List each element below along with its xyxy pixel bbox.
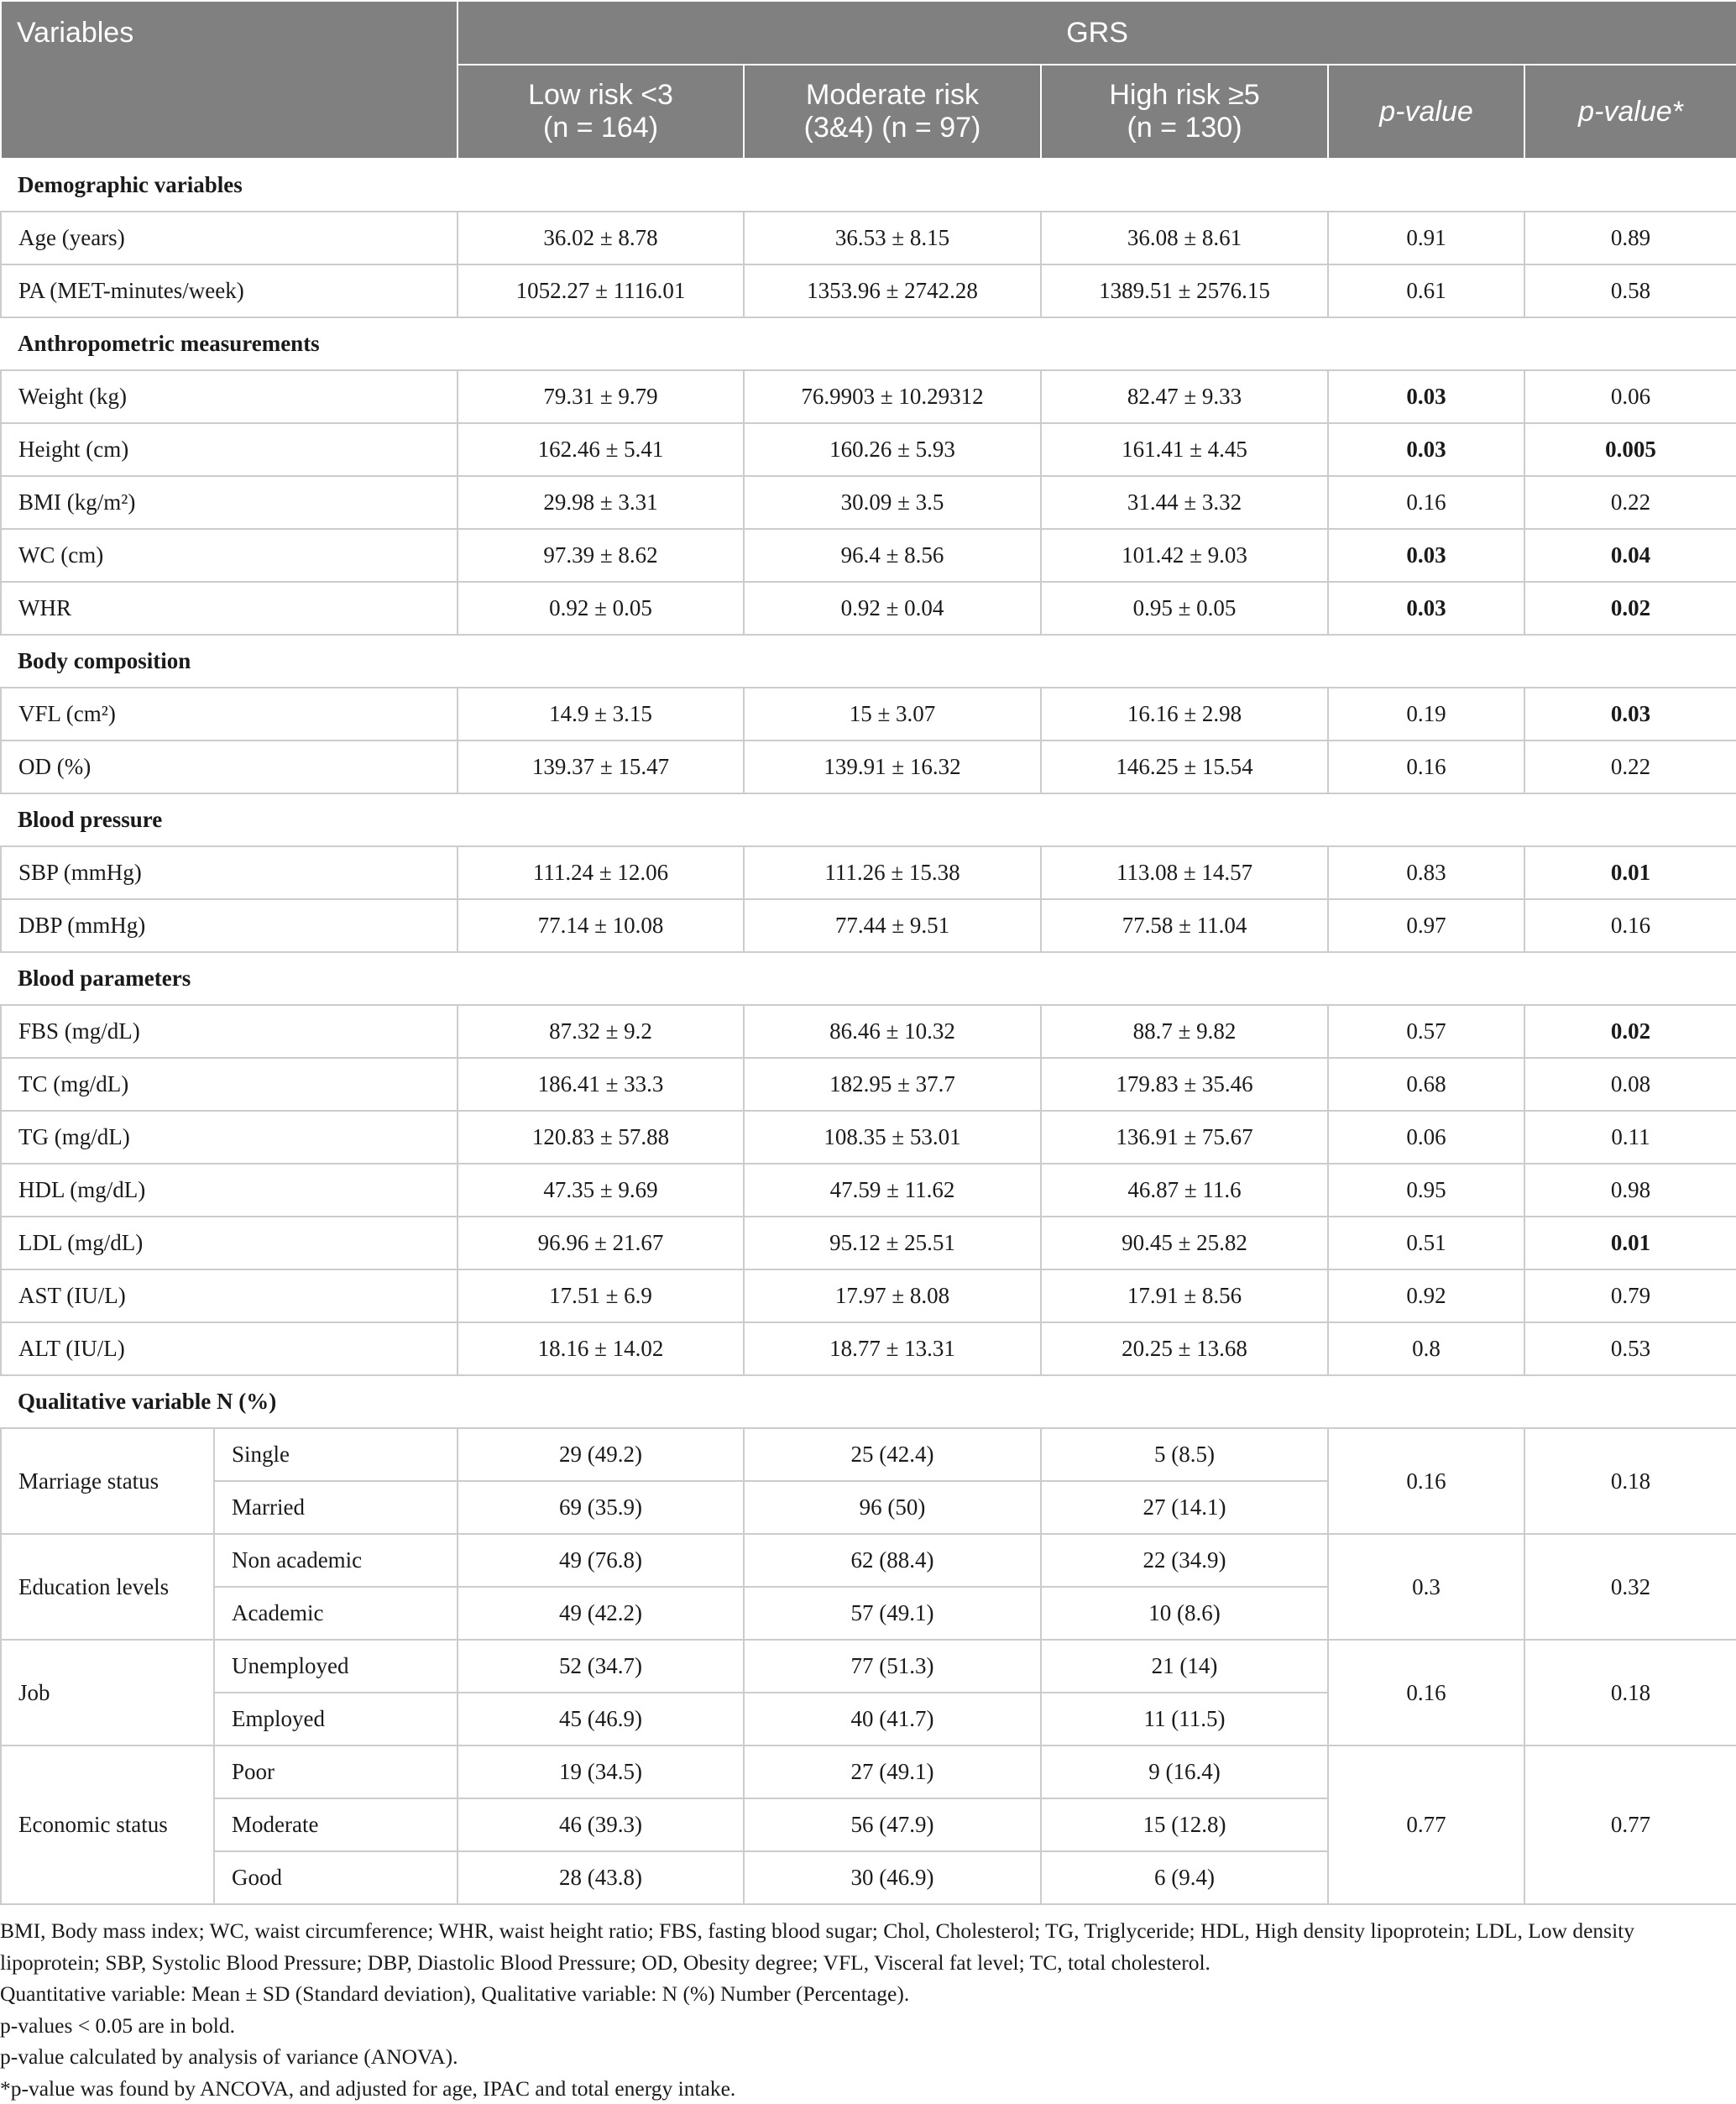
high-risk-value: 90.45 ± 25.82 xyxy=(1041,1217,1328,1269)
p-value-adjusted-cell: 0.98 xyxy=(1524,1164,1736,1217)
p-value-adjusted-cell: 0.18 xyxy=(1524,1428,1736,1534)
section-header-row xyxy=(1,635,1736,688)
p-value-adjusted-cell: 0.22 xyxy=(1524,476,1736,529)
high-risk-value: 161.41 ± 4.45 xyxy=(1041,423,1328,476)
p-value-cell: 0.16 xyxy=(1328,1640,1524,1745)
grs-header: GRS xyxy=(458,1,1736,65)
low-risk-value: 49 (42.2) xyxy=(458,1587,744,1640)
category-label: Moderate xyxy=(214,1798,458,1851)
p-value-cell: 0.03 xyxy=(1328,370,1524,423)
p-value-adjusted-cell: 0.79 xyxy=(1524,1269,1736,1322)
high-risk-value: 101.42 ± 9.03 xyxy=(1041,529,1328,582)
variable-label: Height (cm) xyxy=(1,423,458,476)
p-value-adjusted-cell: 0.22 xyxy=(1524,741,1736,793)
low-risk-value: 18.16 ± 14.02 xyxy=(458,1322,744,1375)
variable-label: VFL (cm²) xyxy=(1,688,458,741)
footnote: p-values < 0.05 are in bold. xyxy=(0,2010,1736,2042)
p-value-cell: 0.83 xyxy=(1328,846,1524,899)
group-label: Marriage status xyxy=(1,1428,214,1534)
high-risk-value: 16.16 ± 2.98 xyxy=(1041,688,1328,741)
table-row xyxy=(1,212,1736,264)
moderate-risk-value: 18.77 ± 13.31 xyxy=(744,1322,1041,1375)
table-row xyxy=(1,1745,1736,1798)
variable-label: SBP (mmHg) xyxy=(1,846,458,899)
high-risk-value: 179.83 ± 35.46 xyxy=(1041,1058,1328,1111)
category-label: Unemployed xyxy=(214,1640,458,1693)
table-body xyxy=(1,159,1736,1904)
section-header-row xyxy=(1,317,1736,370)
table-row xyxy=(1,529,1736,582)
p-value-cell: 0.03 xyxy=(1328,582,1524,635)
p-value-cell: 0.16 xyxy=(1328,741,1524,793)
high-risk-value: 77.58 ± 11.04 xyxy=(1041,899,1328,952)
table-row xyxy=(1,1428,1736,1481)
p-value-cell: 0.97 xyxy=(1328,899,1524,952)
moderate-risk-value: 76.9903 ± 10.29312 xyxy=(744,370,1041,423)
footnote: BMI, Body mass index; WC, waist circumference; WHR, waist height ratio; FBS, fasting blood sugar; Chol, Cholesterol; TG, Triglyceride; HDL, High density lipoprotein; LDL, Low density lipoprotein; SBP, Systolic Blood Pressure; DBP, Diastolic Blood Pressure; OD, Obesity degree; VFL, Visceral fat level; TC, total cholesterol. xyxy=(0,1915,1736,1978)
variable-label: ALT (IU/L) xyxy=(1,1322,458,1375)
section-title: Body composition xyxy=(1,635,1736,688)
table-row xyxy=(1,1534,1736,1587)
p-value-cell: 0.95 xyxy=(1328,1164,1524,1217)
moderate-risk-value: 25 (42.4) xyxy=(744,1428,1041,1481)
high-risk-value: 88.7 ± 9.82 xyxy=(1041,1005,1328,1058)
category-label: Good xyxy=(214,1851,458,1904)
moderate-risk-value: 77 (51.3) xyxy=(744,1640,1041,1693)
table-header xyxy=(1,1,1736,159)
high-risk-value: 22 (34.9) xyxy=(1041,1534,1328,1587)
high-risk-value: 5 (8.5) xyxy=(1041,1428,1328,1481)
low-risk-value: 186.41 ± 33.3 xyxy=(458,1058,744,1111)
high-risk-value: 31.44 ± 3.32 xyxy=(1041,476,1328,529)
low-risk-value: 162.46 ± 5.41 xyxy=(458,423,744,476)
moderate-risk-value: 77.44 ± 9.51 xyxy=(744,899,1041,952)
p-value-cell: 0.61 xyxy=(1328,264,1524,317)
p-value-cell: 0.92 xyxy=(1328,1269,1524,1322)
variables-header: Variables xyxy=(1,1,458,159)
variable-label: FBS (mg/dL) xyxy=(1,1005,458,1058)
p-value-adjusted-cell: 0.01 xyxy=(1524,846,1736,899)
p-value-adjusted-cell: 0.53 xyxy=(1524,1322,1736,1375)
p-value-cell: 0.06 xyxy=(1328,1111,1524,1164)
section-title: Blood parameters xyxy=(1,952,1736,1005)
p-value-adjusted-cell: 0.02 xyxy=(1524,1005,1736,1058)
high-risk-value: 10 (8.6) xyxy=(1041,1587,1328,1640)
p-value-cell: 0.3 xyxy=(1328,1534,1524,1640)
section-header-row xyxy=(1,793,1736,846)
variable-label: BMI (kg/m²) xyxy=(1,476,458,529)
p-value-cell: 0.16 xyxy=(1328,1428,1524,1534)
low-risk-value: 29.98 ± 3.31 xyxy=(458,476,744,529)
moderate-risk-value: 108.35 ± 53.01 xyxy=(744,1111,1041,1164)
table-row xyxy=(1,1217,1736,1269)
moderate-risk-value: 1353.96 ± 2742.28 xyxy=(744,264,1041,317)
category-label: Poor xyxy=(214,1745,458,1798)
high-risk-value: 6 (9.4) xyxy=(1041,1851,1328,1904)
low-risk-value: 96.96 ± 21.67 xyxy=(458,1217,744,1269)
low-risk-value: 45 (46.9) xyxy=(458,1693,744,1745)
high-risk-value: 21 (14) xyxy=(1041,1640,1328,1693)
table-row xyxy=(1,741,1736,793)
variable-label: PA (MET-minutes/week) xyxy=(1,264,458,317)
moderate-risk-value: 0.92 ± 0.04 xyxy=(744,582,1041,635)
moderate-risk-value: 86.46 ± 10.32 xyxy=(744,1005,1041,1058)
moderate-risk-value: 96.4 ± 8.56 xyxy=(744,529,1041,582)
table-row xyxy=(1,423,1736,476)
low-risk-value: 17.51 ± 6.9 xyxy=(458,1269,744,1322)
p-value-cell: 0.91 xyxy=(1328,212,1524,264)
category-label: Academic xyxy=(214,1587,458,1640)
p-value-cell: 0.68 xyxy=(1328,1058,1524,1111)
section-header-row xyxy=(1,159,1736,212)
category-label: Non academic xyxy=(214,1534,458,1587)
variable-label: WHR xyxy=(1,582,458,635)
moderate-risk-header xyxy=(744,65,1041,159)
table-row xyxy=(1,1640,1736,1693)
moderate-risk-value: 36.53 ± 8.15 xyxy=(744,212,1041,264)
variable-label: TC (mg/dL) xyxy=(1,1058,458,1111)
table-row xyxy=(1,1058,1736,1111)
table-row xyxy=(1,264,1736,317)
moderate-risk-value: 62 (88.4) xyxy=(744,1534,1041,1587)
group-label: Economic status xyxy=(1,1745,214,1904)
high-risk-value: 0.95 ± 0.05 xyxy=(1041,582,1328,635)
low-risk-header xyxy=(458,65,744,159)
p-value-adjusted-label: p-value* xyxy=(1578,96,1683,128)
table-row xyxy=(1,370,1736,423)
low-risk-value: 28 (43.8) xyxy=(458,1851,744,1904)
p-value-cell: 0.77 xyxy=(1328,1745,1524,1904)
table-row xyxy=(1,1164,1736,1217)
low-risk-value: 19 (34.5) xyxy=(458,1745,744,1798)
variable-label: DBP (mmHg) xyxy=(1,899,458,952)
high-risk-value: 11 (11.5) xyxy=(1041,1693,1328,1745)
p-value-adjusted-cell: 0.02 xyxy=(1524,582,1736,635)
p-value-adjusted-cell: 0.01 xyxy=(1524,1217,1736,1269)
footnote: *p-value was found by ANCOVA, and adjusted for age, IPAC and total energy intake. xyxy=(0,2073,1736,2104)
moderate-risk-value: 95.12 ± 25.51 xyxy=(744,1217,1041,1269)
group-label: Job xyxy=(1,1640,214,1745)
category-label: Married xyxy=(214,1481,458,1534)
table-row xyxy=(1,846,1736,899)
low-risk-value: 139.37 ± 15.47 xyxy=(458,741,744,793)
footnote: p-value calculated by analysis of variance (ANOVA). xyxy=(0,2041,1736,2073)
table-row xyxy=(1,1005,1736,1058)
low-risk-value: 29 (49.2) xyxy=(458,1428,744,1481)
p-value-cell: 0.51 xyxy=(1328,1217,1524,1269)
table-row xyxy=(1,899,1736,952)
p-value-adjusted-cell: 0.18 xyxy=(1524,1640,1736,1745)
category-label: Single xyxy=(214,1428,458,1481)
moderate-risk-value: 139.91 ± 16.32 xyxy=(744,741,1041,793)
table-row xyxy=(1,476,1736,529)
p-value-cell: 0.19 xyxy=(1328,688,1524,741)
low-risk-value: 46 (39.3) xyxy=(458,1798,744,1851)
high-risk-value: 20.25 ± 13.68 xyxy=(1041,1322,1328,1375)
low-risk-value: 120.83 ± 57.88 xyxy=(458,1111,744,1164)
low-risk-value: 49 (76.8) xyxy=(458,1534,744,1587)
low-risk-count: (n = 164) xyxy=(543,112,658,144)
high-risk-value: 82.47 ± 9.33 xyxy=(1041,370,1328,423)
section-title: Anthropometric measurements xyxy=(1,317,1736,370)
moderate-risk-value: 160.26 ± 5.93 xyxy=(744,423,1041,476)
low-risk-value: 97.39 ± 8.62 xyxy=(458,529,744,582)
high-risk-count: (n = 130) xyxy=(1127,112,1242,144)
low-risk-value: 77.14 ± 10.08 xyxy=(458,899,744,952)
section-header-row xyxy=(1,1375,1736,1428)
p-value-cell: 0.16 xyxy=(1328,476,1524,529)
low-risk-value: 52 (34.7) xyxy=(458,1640,744,1693)
group-label: Education levels xyxy=(1,1534,214,1640)
low-risk-value: 87.32 ± 9.2 xyxy=(458,1005,744,1058)
low-risk-value: 14.9 ± 3.15 xyxy=(458,688,744,741)
variable-label: LDL (mg/dL) xyxy=(1,1217,458,1269)
high-risk-value: 9 (16.4) xyxy=(1041,1745,1328,1798)
moderate-risk-value: 40 (41.7) xyxy=(744,1693,1041,1745)
variable-label: TG (mg/dL) xyxy=(1,1111,458,1164)
moderate-risk-value: 47.59 ± 11.62 xyxy=(744,1164,1041,1217)
high-risk-value: 136.91 ± 75.67 xyxy=(1041,1111,1328,1164)
high-risk-value: 46.87 ± 11.6 xyxy=(1041,1164,1328,1217)
variable-label: OD (%) xyxy=(1,741,458,793)
low-risk-value: 69 (35.9) xyxy=(458,1481,744,1534)
high-risk-value: 15 (12.8) xyxy=(1041,1798,1328,1851)
p-value-adjusted-cell: 0.04 xyxy=(1524,529,1736,582)
moderate-risk-count: (3&4) (n = 97) xyxy=(804,112,981,144)
section-header-row xyxy=(1,952,1736,1005)
table-row xyxy=(1,688,1736,741)
moderate-risk-value: 56 (47.9) xyxy=(744,1798,1041,1851)
p-value-cell: 0.8 xyxy=(1328,1322,1524,1375)
p-value-adjusted-cell: 0.06 xyxy=(1524,370,1736,423)
p-value-adjusted-cell: 0.11 xyxy=(1524,1111,1736,1164)
p-value-cell: 0.57 xyxy=(1328,1005,1524,1058)
table-row xyxy=(1,1269,1736,1322)
p-value-adjusted-cell: 0.005 xyxy=(1524,423,1736,476)
category-label: Employed xyxy=(214,1693,458,1745)
p-value-label: p-value xyxy=(1379,96,1473,128)
high-risk-header xyxy=(1041,65,1328,159)
low-risk-value: 111.24 ± 12.06 xyxy=(458,846,744,899)
p-value-adjusted-cell: 0.08 xyxy=(1524,1058,1736,1111)
p-value-adjusted-cell: 0.03 xyxy=(1524,688,1736,741)
low-risk-value: 1052.27 ± 1116.01 xyxy=(458,264,744,317)
moderate-risk-value: 96 (50) xyxy=(744,1481,1041,1534)
high-risk-value: 27 (14.1) xyxy=(1041,1481,1328,1534)
table-row xyxy=(1,582,1736,635)
table-footnotes xyxy=(0,1905,1736,2104)
high-risk-value: 113.08 ± 14.57 xyxy=(1041,846,1328,899)
p-value-cell: 0.03 xyxy=(1328,423,1524,476)
high-risk-value: 146.25 ± 15.54 xyxy=(1041,741,1328,793)
p-value-adjusted-cell: 0.16 xyxy=(1524,899,1736,952)
section-title: Demographic variables xyxy=(1,159,1736,212)
table-row xyxy=(1,1111,1736,1164)
moderate-risk-value: 57 (49.1) xyxy=(744,1587,1041,1640)
variable-label: AST (IU/L) xyxy=(1,1269,458,1322)
section-title: Qualitative variable N (%) xyxy=(1,1375,1736,1428)
high-risk-value: 17.91 ± 8.56 xyxy=(1041,1269,1328,1322)
moderate-risk-value: 27 (49.1) xyxy=(744,1745,1041,1798)
p-value-adjusted-cell: 0.32 xyxy=(1524,1534,1736,1640)
p-value-cell: 0.03 xyxy=(1328,529,1524,582)
moderate-risk-label: Moderate risk xyxy=(806,79,979,111)
p-value-header xyxy=(1328,65,1524,159)
table-row xyxy=(1,1322,1736,1375)
moderate-risk-value: 182.95 ± 37.7 xyxy=(744,1058,1041,1111)
high-risk-value: 36.08 ± 8.61 xyxy=(1041,212,1328,264)
variable-label: HDL (mg/dL) xyxy=(1,1164,458,1217)
low-risk-value: 47.35 ± 9.69 xyxy=(458,1164,744,1217)
moderate-risk-value: 111.26 ± 15.38 xyxy=(744,846,1041,899)
moderate-risk-value: 30.09 ± 3.5 xyxy=(744,476,1041,529)
section-title: Blood pressure xyxy=(1,793,1736,846)
low-risk-value: 79.31 ± 9.79 xyxy=(458,370,744,423)
p-value-adjusted-cell: 0.77 xyxy=(1524,1745,1736,1904)
footnote: Quantitative variable: Mean ± SD (Standard deviation), Qualitative variable: N (%) Number (Percentage). xyxy=(0,1978,1736,2010)
low-risk-label: Low risk <3 xyxy=(528,79,673,111)
moderate-risk-value: 17.97 ± 8.08 xyxy=(744,1269,1041,1322)
variable-label: Age (years) xyxy=(1,212,458,264)
moderate-risk-value: 30 (46.9) xyxy=(744,1851,1041,1904)
high-risk-value: 1389.51 ± 2576.15 xyxy=(1041,264,1328,317)
p-value-adjusted-cell: 0.58 xyxy=(1524,264,1736,317)
variable-label: WC (cm) xyxy=(1,529,458,582)
high-risk-label: High risk ≥5 xyxy=(1109,79,1259,111)
moderate-risk-value: 15 ± 3.07 xyxy=(744,688,1041,741)
p-value-adjusted-header xyxy=(1524,65,1736,159)
variable-label: Weight (kg) xyxy=(1,370,458,423)
low-risk-value: 36.02 ± 8.78 xyxy=(458,212,744,264)
p-value-adjusted-cell: 0.89 xyxy=(1524,212,1736,264)
low-risk-value: 0.92 ± 0.05 xyxy=(458,582,744,635)
